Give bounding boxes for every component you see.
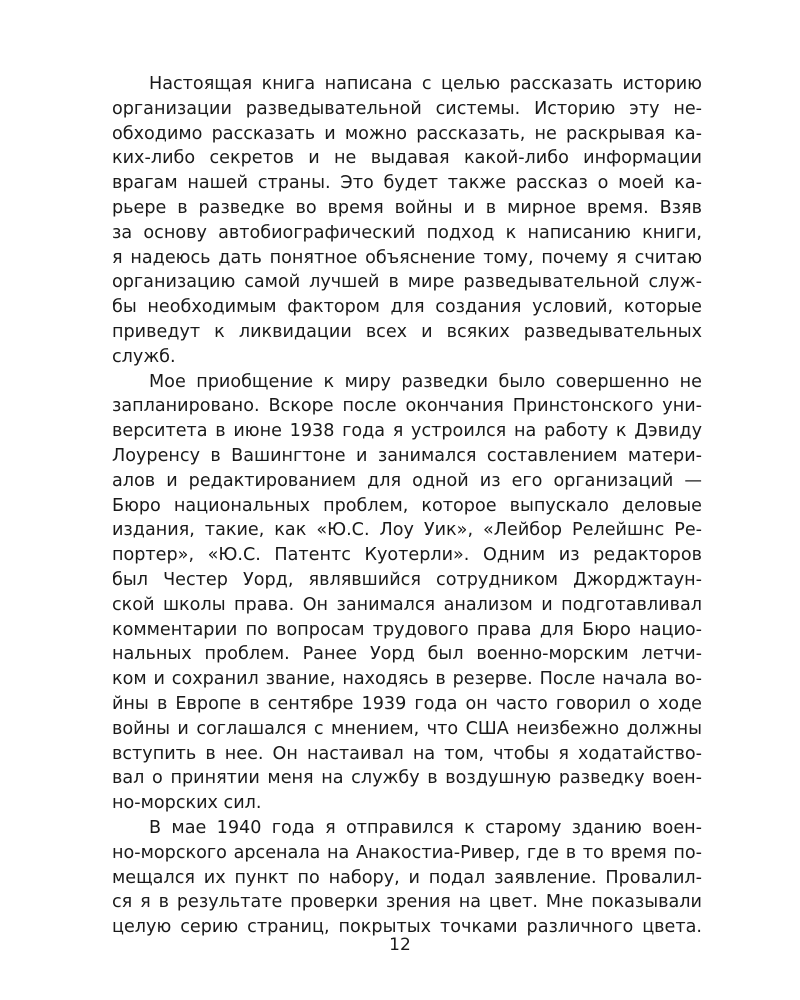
text-line: вал о принятии меня на службу в воздушную разведку воен- [112, 768, 702, 789]
text-line: мещался их пункт по набору, и подал заявление. Провалил- [112, 867, 702, 888]
text-line: нальных проблем. Ранее Уорд был военно-морским летчи- [112, 644, 702, 665]
text-line: Настоящая книга написана с целью рассказать историю [149, 74, 702, 94]
text-line: ких-либо секретов и не выдавая какой-либо информации [112, 148, 702, 169]
text-line: служб. [112, 346, 176, 367]
text-line: войны и соглашался с мнением, что США неизбежно должны [112, 718, 702, 739]
text-line: организацию самой лучшей в мире разведывательной служ- [112, 272, 702, 293]
text-line: обходимо рассказать и можно рассказать, не раскрывая ка- [112, 123, 702, 144]
text-line: запланировано. Вскоре после окончания Принстонского уни- [112, 396, 702, 417]
page-number: 12 [389, 935, 411, 955]
text-line: я надеюсь дать понятное объяснение тому, почему я считаю [112, 247, 702, 268]
text-line: алов и редактированием для одной из его организаций — [112, 470, 702, 491]
text-line: но-морских сил. [112, 793, 262, 814]
text-line: рьере в разведке во время войны и в мирное время. Взяв [112, 197, 702, 218]
text-line: издания, такие, как «Ю.С. Лоу Уик», «Лейбор Релейшнс Ре- [112, 520, 702, 541]
text-line: но-морского арсенала на Анакостиа-Ривер, где в то время по- [112, 842, 702, 863]
text-line: верситета в июне 1938 года я устроился на работу к Дэвиду [112, 421, 702, 442]
text-line: был Честер Уорд, являвшийся сотрудником Джорджтаун- [112, 569, 702, 590]
text-line: портер», «Ю.С. Патентс Куотерли». Одним из редакторов [112, 545, 702, 566]
text-line: Лоуренсу в Вашингтоне и занимался составлением матери- [112, 445, 702, 466]
paragraph-3 [112, 816, 702, 940]
text-line: бы необходимым фактором для создания условий, которые [112, 297, 702, 318]
text-line: В мае 1940 года я отправился к старому зданию воен- [149, 817, 702, 838]
text-line: ком и сохранил звание, находясь в резерве. После начала во- [112, 669, 702, 690]
text-line: йны в Европе в сентябре 1939 года он часто говорил о ходе [112, 693, 702, 714]
text-line: Мое приобщение к миру разведки было совершенно не [149, 371, 702, 392]
text-line: Бюро национальных проблем, которое выпускало деловые [112, 495, 702, 516]
text-line: целую серию страниц, покрытых точками различного цвета. [112, 917, 702, 938]
page-text [112, 72, 702, 940]
paragraph-2 [112, 370, 702, 816]
text-line: ской школы права. Он занимался анализом и подготавливал [112, 594, 702, 615]
text-line: приведут к ликвидации всех и всяких разведывательных [112, 321, 702, 342]
paragraph-1 [112, 72, 702, 370]
text-line: ся я в результате проверки зрения на цвет. Мне показывали [112, 892, 702, 913]
text-line: вступить в нее. Он настаивал на том, чтобы я ходатайство- [112, 743, 702, 764]
text-line: организации разведывательной системы. Историю эту не- [112, 98, 702, 119]
text-line: за основу автобиографический подход к написанию книги, [112, 222, 702, 243]
text-line: комментарии по вопросам трудового права для Бюро нацио- [112, 619, 702, 640]
text-line: врагам нашей страны. Это будет также рассказ о моей ка- [112, 173, 702, 194]
